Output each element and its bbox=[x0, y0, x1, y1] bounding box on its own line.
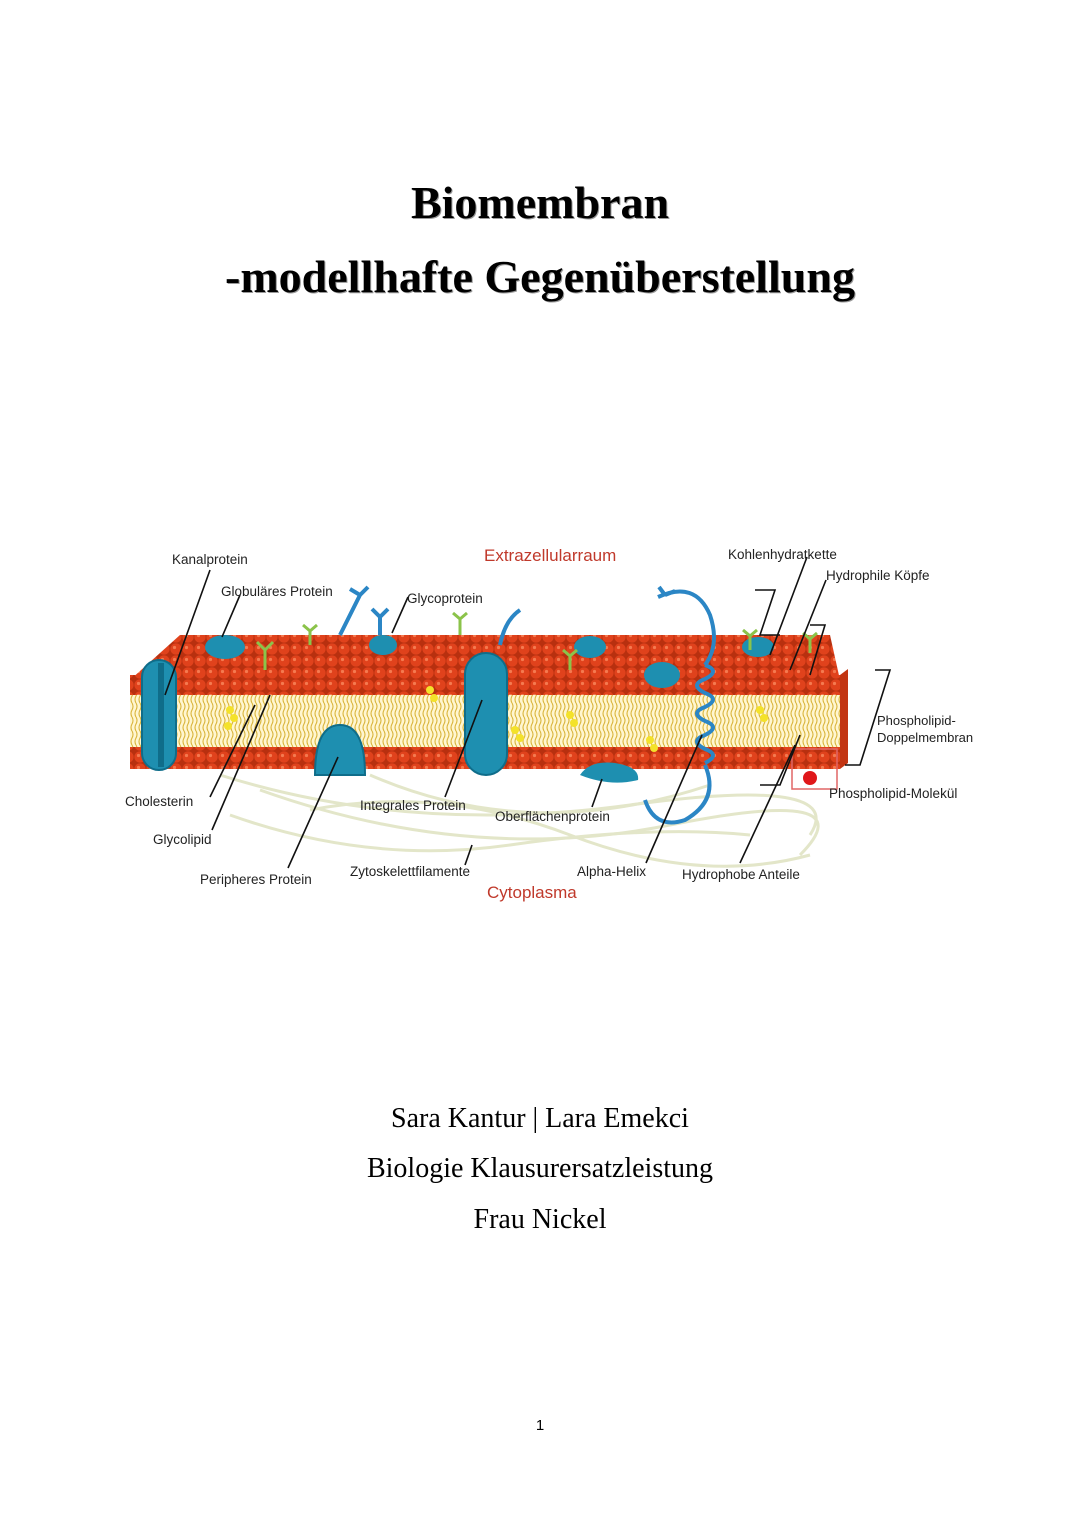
label-glycoprotein: Glycoprotein bbox=[407, 591, 483, 606]
course: Biologie Klausurersatzleistung bbox=[366, 1153, 714, 1184]
label-kohlenhydratkette: Kohlenhydratkette bbox=[728, 547, 837, 562]
label-phospholipid-molekuel: Phospholipid-Molekül bbox=[829, 786, 958, 801]
label-glycolipid: Glycolipid bbox=[153, 832, 212, 847]
label-globulaeres-protein: Globuläres Protein bbox=[221, 584, 333, 599]
label-doppelmembran-line-1: Phospholipid- bbox=[877, 713, 956, 728]
authors: Sara Kantur | Lara Emekci bbox=[391, 1103, 689, 1134]
label-phospholipid-doppelmembran bbox=[877, 712, 973, 746]
phospholipid-head-dot bbox=[803, 771, 817, 785]
label-alpha-helix: Alpha-Helix bbox=[577, 864, 647, 879]
teacher: Frau Nickel bbox=[473, 1204, 607, 1235]
title-line-1: Biomembran bbox=[410, 177, 670, 228]
membrane-diagram bbox=[110, 535, 1010, 910]
label-integrales-protein: Integrales Protein bbox=[360, 798, 466, 813]
label-extrazellularraum: Extrazellularraum bbox=[484, 546, 617, 565]
label-cytoplasma: Cytoplasma bbox=[487, 883, 577, 902]
label-kanalprotein: Kanalprotein bbox=[172, 552, 248, 567]
page-number: 1 bbox=[535, 1417, 545, 1434]
label-doppelmembran-line-2: Doppelmembran bbox=[877, 730, 974, 745]
label-oberflaechenprotein: Oberflächenprotein bbox=[495, 809, 610, 824]
label-zytoskelettfilamente: Zytoskelettfilamente bbox=[350, 864, 471, 879]
label-hydrophobe-anteile: Hydrophobe Anteile bbox=[682, 867, 800, 882]
label-peripheres-protein: Peripheres Protein bbox=[200, 872, 312, 887]
label-hydrophile-koepfe: Hydrophile Köpfe bbox=[826, 568, 930, 583]
label-cholesterin: Cholesterin bbox=[125, 794, 194, 809]
title-line-2: -modellhafte Gegenüberstellung bbox=[225, 251, 855, 302]
